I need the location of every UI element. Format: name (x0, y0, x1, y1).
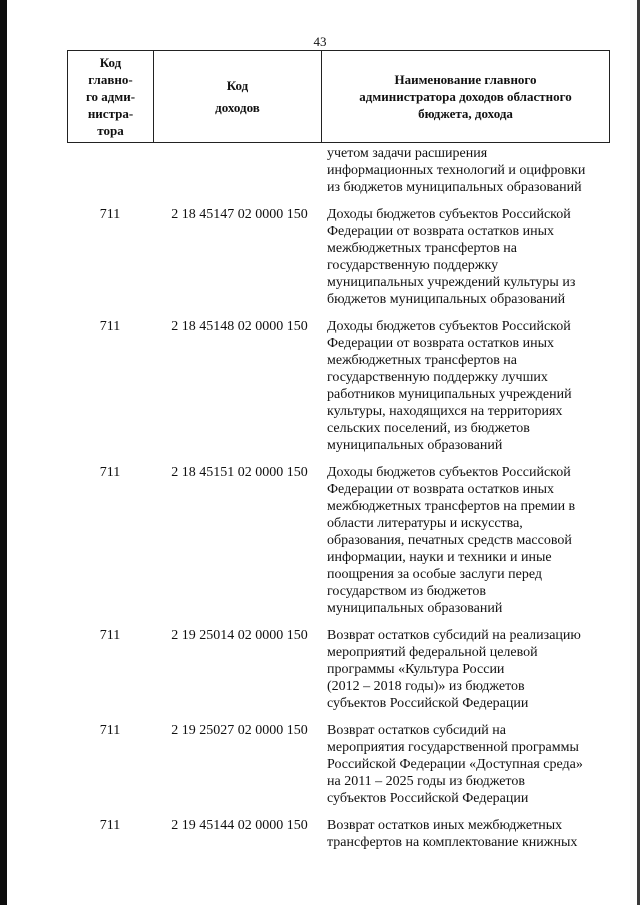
revenue-code-cell: 2 18 45148 02 0000 150 (171, 319, 308, 334)
name-line: Доходы бюджетов субъектов Российской (327, 465, 571, 480)
table-row (67, 817, 610, 851)
admin-code-cell: 711 (99, 628, 121, 643)
name-line: муниципальных образований (327, 438, 503, 453)
name-line: Доходы бюджетов субъектов Российской (327, 319, 571, 334)
name-line: межбюджетных трансфертов на (327, 353, 518, 368)
name-line: бюджетов муниципальных образований (327, 292, 566, 307)
scan-edge-left (0, 0, 7, 905)
name-cell (321, 318, 610, 454)
header-name: Наименование главного администратора доходов областного бюджета, дохода (359, 72, 572, 121)
name-line: межбюджетных трансфертов на (327, 241, 518, 256)
name-line: (2012 – 2018 годы)» из бюджетов (327, 679, 525, 694)
name-line: субъектов Российской Федерации (327, 791, 529, 806)
revenue-code-cell: 2 18 45151 02 0000 150 (171, 465, 308, 480)
name-line: Доходы бюджетов субъектов Российской (327, 207, 571, 222)
name-line: культуры, находящихся на территориях (327, 404, 563, 419)
name-line: поощрения за особые заслуги перед (327, 567, 542, 582)
name-line: муниципальных образований (327, 601, 503, 616)
name-line: информации, науки и техники и иные (327, 550, 552, 565)
name-line: Возврат остатков иных межбюджетных (327, 818, 563, 833)
name-line: Возврат остатков субсидий на (327, 723, 506, 738)
name-line: муниципальных учреждений культуры из (327, 275, 576, 290)
name-line: Федерации от возврата остатков иных (327, 482, 554, 497)
header-revenue-code: Код доходов (154, 51, 322, 142)
table-row (67, 627, 610, 712)
name-line: из бюджетов муниципальных образований (327, 180, 582, 195)
revenue-code-cell: 2 18 45147 02 0000 150 (171, 207, 308, 222)
name-line: области литературы и искусства, (327, 516, 523, 531)
name-cell (321, 145, 610, 196)
name-line: на 2011 – 2025 годы из бюджетов (327, 774, 525, 789)
table-header (67, 50, 610, 143)
table-row (67, 318, 610, 454)
revenue-code-cell: 2 19 25027 02 0000 150 (171, 723, 308, 738)
name-cell (321, 817, 610, 851)
name-line: мероприятия государственной программы (327, 740, 579, 755)
page-number: 43 (313, 34, 327, 49)
name-line: мероприятий федеральной целевой (327, 645, 538, 660)
name-cell (321, 464, 610, 617)
revenue-code-cell: 2 19 25014 02 0000 150 (171, 628, 308, 643)
table-row (67, 722, 610, 807)
revenue-code-cell (153, 145, 321, 196)
table-row (67, 145, 610, 196)
name-line: государственную поддержку лучших (327, 370, 548, 385)
admin-code-cell: 711 (99, 818, 121, 833)
name-line: образования, печатных средств массовой (327, 533, 572, 548)
admin-code-cell: 711 (99, 319, 121, 334)
name-line: Федерации от возврата остатков иных (327, 336, 554, 351)
table-row (67, 464, 610, 617)
name-line: межбюджетных трансфертов на премии в (327, 499, 576, 514)
name-line: сельских поселений, из бюджетов (327, 421, 530, 436)
name-cell (321, 206, 610, 308)
header-admin-code: Код главно- го адми- нистра- тора (68, 51, 154, 142)
name-line: Возврат остатков субсидий на реализацию (327, 628, 581, 643)
admin-code-cell (67, 145, 153, 196)
name-line: работников муниципальных учреждений (327, 387, 572, 402)
admin-code-cell: 711 (99, 465, 121, 480)
table-row (67, 206, 610, 308)
name-line: информационных технологий и оцифровки (327, 163, 586, 178)
revenue-code-cell: 2 19 45144 02 0000 150 (171, 818, 308, 833)
name-cell (321, 627, 610, 712)
name-line: учетом задачи расширения (327, 146, 488, 161)
table-body (67, 145, 610, 851)
name-line: субъектов Российской Федерации (327, 696, 529, 711)
name-line: программы «Культура России (327, 662, 505, 677)
name-line: Российской Федерации «Доступная среда» (327, 757, 583, 772)
name-line: трансфертов на комплектование книжных (327, 835, 578, 850)
name-cell (321, 722, 610, 807)
name-line: Федерации от возврата остатков иных (327, 224, 554, 239)
admin-code-cell: 711 (99, 207, 121, 222)
name-line: государством из бюджетов (327, 584, 486, 599)
admin-code-cell: 711 (99, 723, 121, 738)
name-line: государственную поддержку (327, 258, 499, 273)
